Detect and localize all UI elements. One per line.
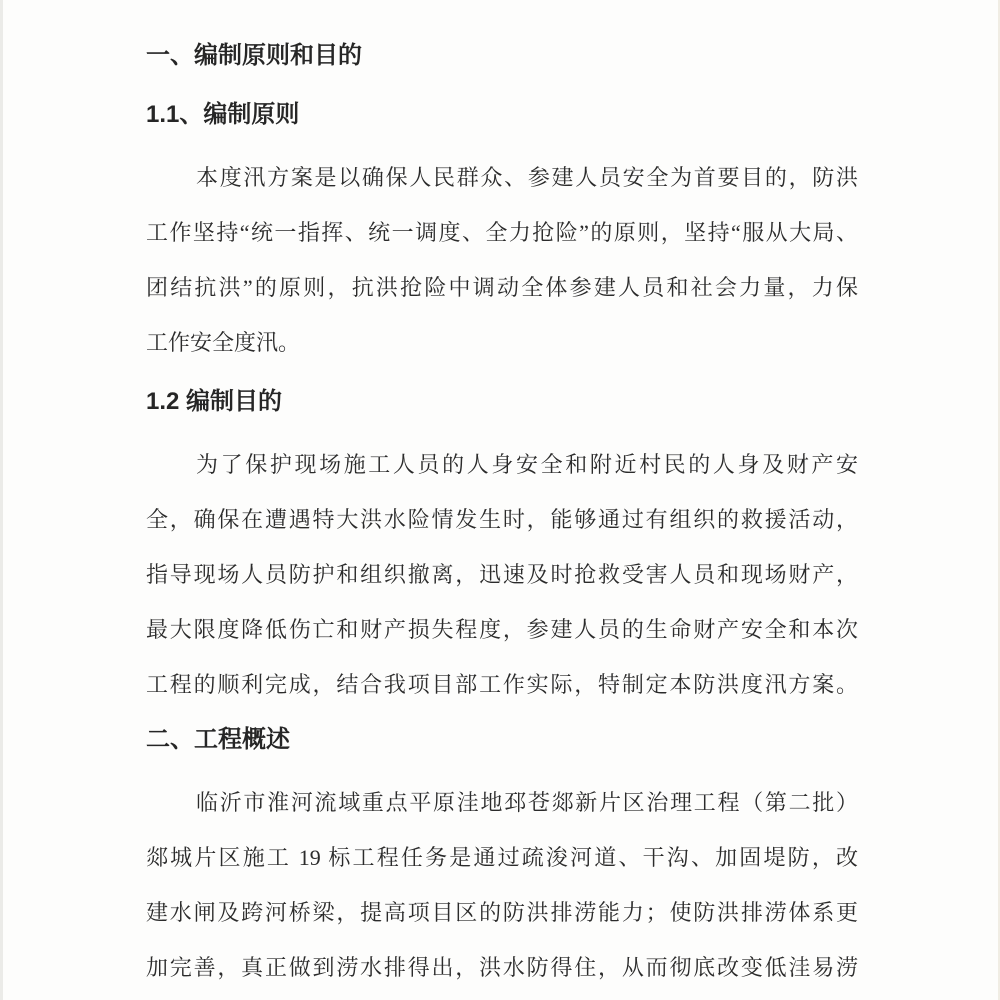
paragraph-2-line-1: 为了保护现场施工人员的人身安全和附近村民的人身及财产安	[196, 452, 858, 477]
paragraph-3-line-4: 加完善，真正做到涝水排得出，洪水防得住，从而彻底改变低洼易涝	[146, 955, 858, 980]
section-1-heading: 一、编制原则和目的	[146, 42, 362, 69]
subsection-1-2-heading: 1.2 编制目的	[146, 388, 283, 415]
paragraph-1-line-1: 本度汛方案是以确保人民群众、参建人员安全为首要目的，防洪	[196, 165, 858, 190]
section-2-heading: 二、工程概述	[146, 726, 290, 753]
paragraph-1-line-3: 团结抗洪”的原则，抗洪抢险中调动全体参建人员和社会力量，力保	[146, 275, 858, 300]
paragraph-1-line-4: 工作安全度汛。	[146, 330, 301, 355]
paragraph-3-line-1: 临沂市淮河流域重点平原洼地邳苍郯新片区治理工程（第二批）	[196, 790, 858, 815]
paragraph-1-line-2: 工作坚持“统一指挥、统一调度、全力抢险”的原则，坚持“服从大局、	[146, 220, 858, 245]
scan-edge-left	[0, 0, 3, 1000]
paragraph-3-line-2: 郯城片区施工 19 标工程任务是通过疏浚河道、干沟、加固堤防，改	[146, 845, 858, 870]
paragraph-3-line-3: 建水闸及跨河桥梁，提高项目区的防洪排涝能力；使防洪排涝体系更	[146, 900, 858, 925]
subsection-1-1-heading: 1.1、编制原则	[146, 101, 300, 128]
paragraph-2-line-4: 最大限度降低伤亡和财产损失程度，参建人员的生命财产安全和本次	[146, 617, 858, 642]
paragraph-2-line-5: 工程的顺利完成，结合我项目部工作实际，特制定本防洪度汛方案。	[146, 672, 858, 697]
document-text-block	[146, 28, 858, 995]
paragraph-2-line-3: 指导现场人员防护和组织撤离，迅速及时抢救受害人员和现场财产，	[146, 562, 858, 587]
paragraph-2-line-2: 全，确保在遭遇特大洪水险情发生时，能够通过有组织的救援活动，	[146, 507, 858, 532]
